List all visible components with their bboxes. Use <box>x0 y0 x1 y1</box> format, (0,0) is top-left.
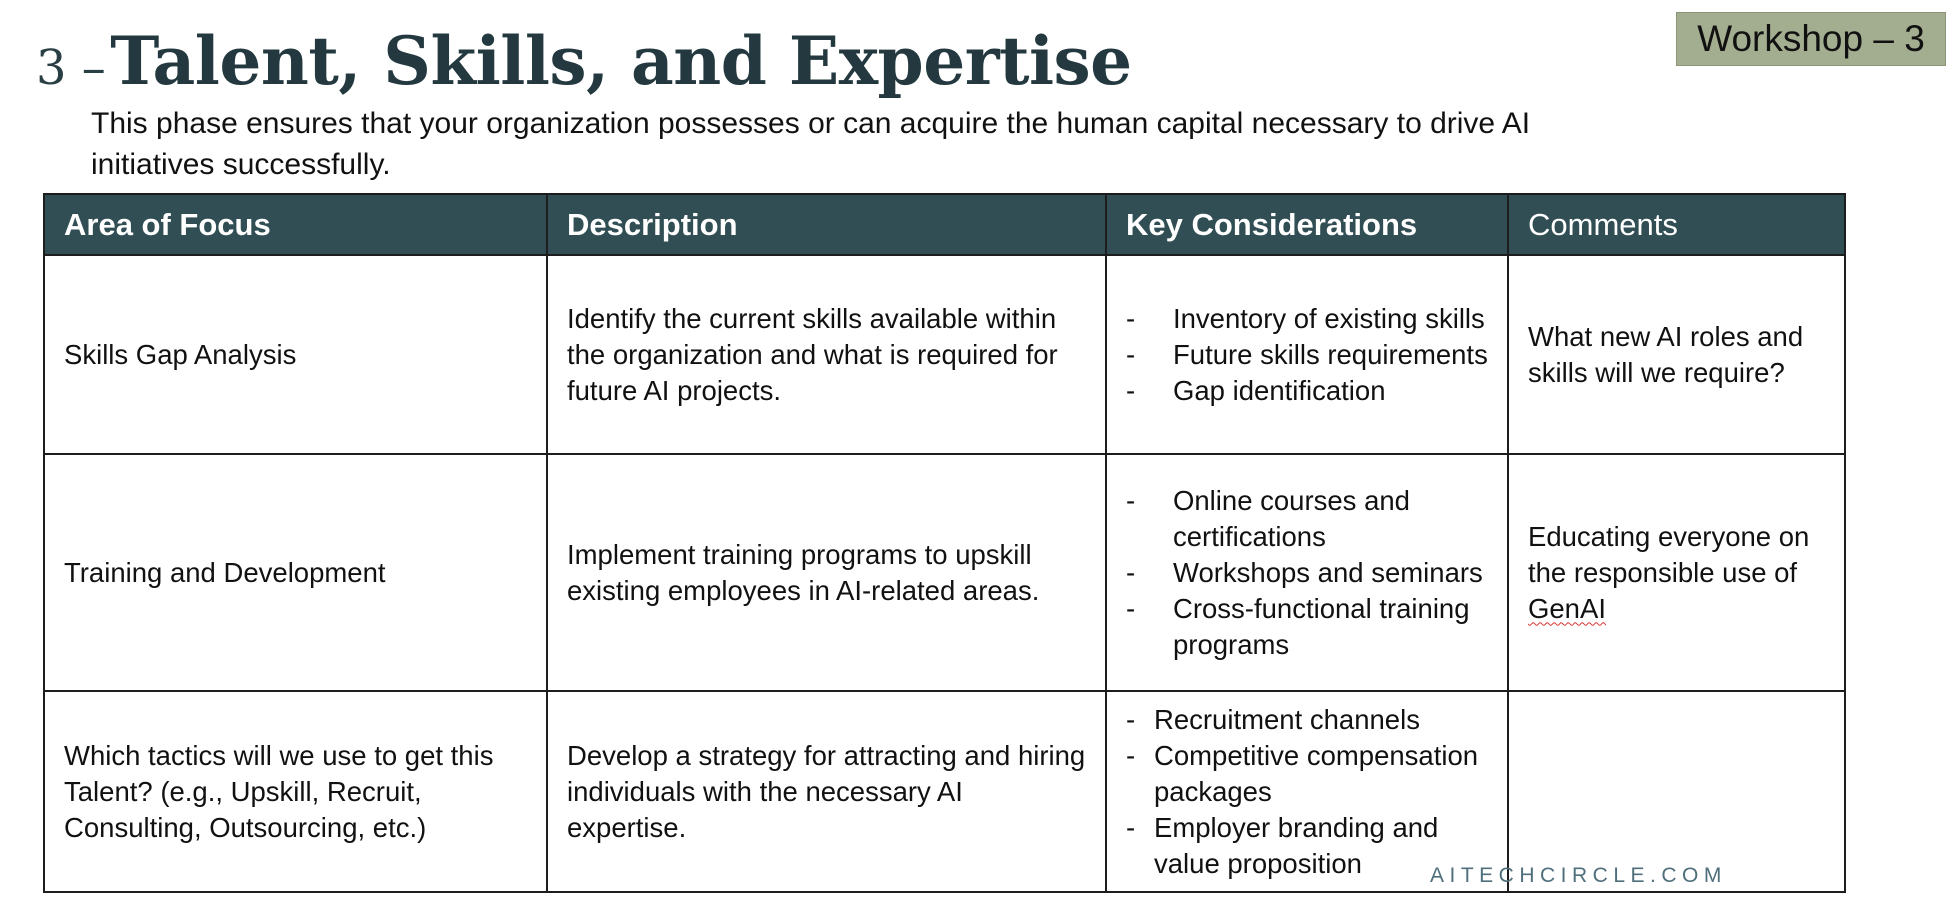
focus-table <box>43 193 1846 893</box>
header-comments: Comments <box>1508 194 1845 255</box>
header-key-considerations: Key Considerations <box>1106 194 1508 255</box>
spellcheck-flagged-word: GenAI <box>1528 592 1606 624</box>
comment-cell[interactable]: What new AI roles and skills will we require? <box>1508 255 1845 454</box>
description-cell: Identify the current skills available within the organization and what is required for future AI projects. <box>547 255 1106 454</box>
list-item: - Future skills requirements <box>1126 338 1488 370</box>
list-item: - Employer branding and value proposition <box>1126 811 1439 879</box>
area-cell: Training and Development <box>44 454 547 691</box>
description-cell: Implement training programs to upskill existing employees in AI-related areas. <box>547 454 1106 691</box>
title-text: Talent, Skills, and Expertise <box>110 22 1132 100</box>
page-title <box>36 22 1132 100</box>
area-cell: Which tactics will we use to get this Talent? (e.g., Upskill, Recruit, Consulting, Outsourcing, etc.) <box>44 691 547 892</box>
comment-cell[interactable] <box>1508 454 1845 691</box>
description-cell: Develop a strategy for attracting and hiring individuals with the necessary AI expertise. <box>547 691 1106 892</box>
list-item: - Inventory of existing skills <box>1126 302 1485 334</box>
area-cell: Skills Gap Analysis <box>44 255 547 454</box>
list-item: - Online courses and certifications <box>1126 484 1410 552</box>
considerations-list <box>1126 702 1488 882</box>
list-item: - Gap identification <box>1126 374 1386 406</box>
list-item: - Cross-functional training programs <box>1126 592 1470 660</box>
header-description: Description <box>547 194 1106 255</box>
list-item: - Workshops and seminars <box>1126 556 1483 588</box>
table-header-row <box>44 194 1845 255</box>
header-area-of-focus: Area of Focus <box>44 194 547 255</box>
considerations-cell <box>1106 454 1508 691</box>
title-number: 3 – <box>36 40 106 96</box>
comment-text: Educating everyone on the responsible use of <box>1528 520 1810 588</box>
considerations-cell <box>1106 255 1508 454</box>
intro-paragraph: This phase ensures that your organization possesses or can acquire the human capital necessary to drive AI initiatives successfully. <box>91 107 1531 181</box>
table-row <box>44 691 1845 892</box>
considerations-list <box>1126 301 1488 409</box>
list-item: - Competitive compensation packages <box>1126 739 1479 807</box>
table-row <box>44 454 1845 691</box>
considerations-cell <box>1106 691 1508 892</box>
list-item: - Recruitment channels <box>1126 703 1420 735</box>
considerations-list <box>1126 483 1488 663</box>
watermark: AITECHCIRCLE.COM <box>1430 864 1727 887</box>
comment-cell[interactable] <box>1508 691 1845 892</box>
table-row <box>44 255 1845 454</box>
workshop-badge: Workshop – 3 <box>1676 12 1946 66</box>
